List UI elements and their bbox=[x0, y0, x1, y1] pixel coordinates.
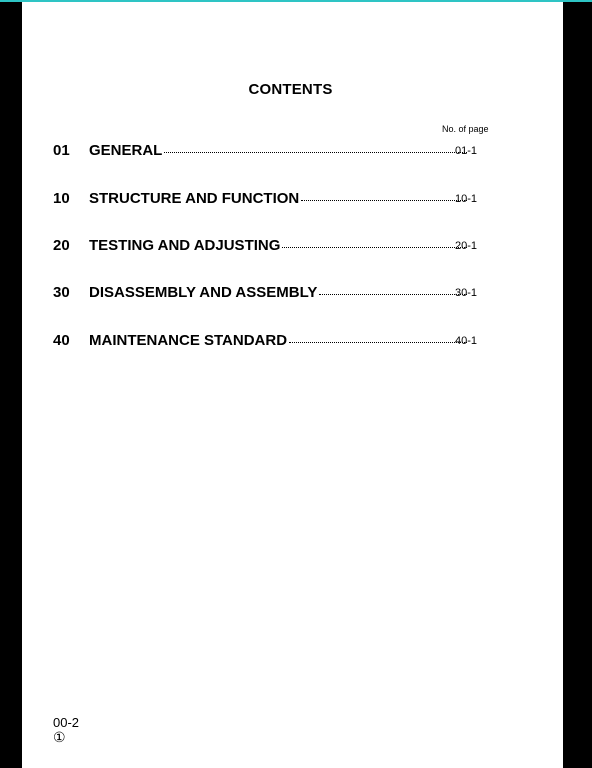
toc-entry-number: 01 bbox=[53, 142, 70, 159]
toc-entry-page: 20-1 bbox=[455, 240, 478, 252]
toc-entry-number: 10 bbox=[53, 190, 70, 207]
toc-entry-maintenance-standard[interactable] bbox=[53, 332, 490, 352]
footer-revision-mark: ① bbox=[53, 729, 66, 745]
toc-entry-page: 30-1 bbox=[455, 287, 478, 299]
toc-entry-testing-and-adjusting[interactable] bbox=[53, 237, 490, 257]
toc-entry-page: 40-1 bbox=[455, 335, 478, 347]
toc-entry-page: 01-1 bbox=[455, 145, 478, 157]
toc-entry-number: 20 bbox=[53, 237, 70, 254]
toc-entry-label: STRUCTURE AND FUNCTION bbox=[89, 190, 300, 207]
contents-title: CONTENTS bbox=[248, 81, 333, 98]
toc-entry-number: 30 bbox=[53, 284, 70, 301]
toc-entry-structure-and-function[interactable] bbox=[53, 190, 490, 210]
toc-entry-label: GENERAL bbox=[89, 142, 163, 159]
dot-leader bbox=[301, 199, 467, 201]
toc-entry-label: MAINTENANCE STANDARD bbox=[89, 332, 288, 349]
page-column-header: No. of page bbox=[442, 124, 489, 134]
document-page bbox=[22, 2, 563, 768]
toc-entry-number: 40 bbox=[53, 332, 70, 349]
dot-leader bbox=[282, 246, 467, 248]
toc-entry-general[interactable] bbox=[53, 142, 490, 162]
dot-leader bbox=[319, 293, 467, 295]
footer-page-number: 00-2 bbox=[53, 715, 80, 730]
toc-entry-page: 10-1 bbox=[455, 193, 478, 205]
toc-entry-label: TESTING AND ADJUSTING bbox=[89, 237, 281, 254]
toc-entry-disassembly-and-assembly[interactable] bbox=[53, 284, 490, 304]
dot-leader bbox=[164, 151, 467, 153]
dot-leader bbox=[289, 341, 467, 343]
toc-entry-label: DISASSEMBLY AND ASSEMBLY bbox=[89, 284, 318, 301]
